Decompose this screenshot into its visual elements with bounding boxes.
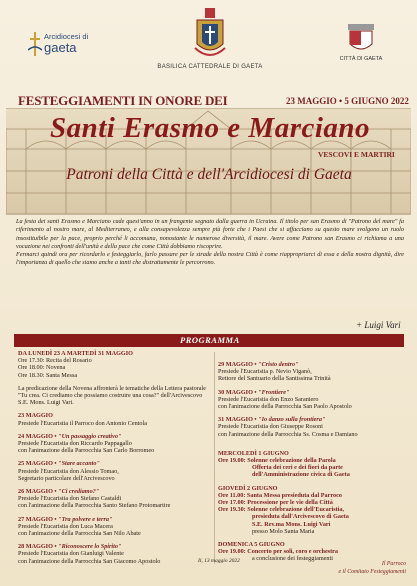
day-theme: "Io danzo sulla frontiera" [258, 416, 326, 424]
day-theme: "Frontiere" [258, 388, 290, 396]
day-heading: 29 MAGGIO • [218, 361, 259, 368]
day-heading: GIOVEDÌ 2 GIUGNO [218, 484, 278, 492]
day-detail: con l'animazione della Parrocchia Santo Stefano Protomartire [18, 502, 171, 510]
schedule-line: Ore 17.30: Recita del Rosario [18, 357, 92, 365]
day-detail: Presiede l'Eucaristia il Parroco don Antonio Centola [18, 419, 147, 427]
schedule-line: Ore 19.00: Concerto per soli, coro e orchestra [218, 548, 338, 556]
schedule-line: Ore 11.00: Santa Messa presieduta dal Parroco [218, 491, 342, 499]
programma-header [14, 334, 404, 347]
day-detail: Presiede l'Eucaristia don Luca Macera [18, 522, 113, 530]
day-heading: DOMENICA 5 GIUGNO [218, 541, 285, 549]
day-theme: "Un passaggio creativo" [58, 432, 122, 440]
arcidiocesi-name: gaeta [44, 40, 77, 55]
vescovi-subtitle: VESCOVI E MARTIRI [318, 150, 395, 159]
program-left-column [18, 350, 214, 571]
day-heading: 27 MAGGIO • [18, 515, 59, 523]
day-theme: "Tra polvere e terra" [58, 515, 113, 523]
intro-paragraph-1: La festa dei santi Erasmo e Marciano cade quest'anno in un frangente segnato dalla guerra in Ucraina. Il titolo per san Erasmo di "Patrono del mare" fa riferimento al nostro mare, al Mediterraneo, e alla consapevolezza sempre più forte che i Paesi che si affacciano su questo mare svolgono un ruolo insostituibile per la pace, proprio perché li accomuna, nonostante le numerose diversità, il mare. Avere come Patrono san Erasmo ci richiama a una vocazione nei confronti dell'unità e della pace che come Città dobbiamo riscoprire. [16, 218, 404, 250]
signoff-line: Il Parroco [381, 561, 406, 567]
day-heading: 30 MAGGIO • [218, 388, 259, 396]
day-detail: Presiede l'Eucaristia don Enzo Saraniero [218, 395, 319, 403]
day-detail: Presiede l'Eucaristia don Gianluigi Valente [18, 550, 124, 558]
programma-label: PROGRAMMA [180, 335, 240, 345]
day-heading: 25 MAGGIO • [18, 460, 59, 468]
day-theme: "Ci crediamo?" [58, 488, 100, 496]
signature: + Luigi Vari [356, 320, 401, 330]
day-heading: MERCOLEDÌ 1 GIUGNO [218, 449, 289, 457]
novena-heading: DA LUNEDÌ 23 A MARTEDÌ 31 MAGGIO [18, 350, 133, 357]
novena-note: La predicazione della Novena affronterà le tematiche della Lettera pastorale "Tu crea. Ci crediamo che possiamo costruire una cosa?" dell'Arcivescovo S.E. Mons. Luigi Vari. [18, 384, 206, 407]
event-dates: 23 MAGGIO • 5 GIUGNO 2022 [286, 96, 409, 106]
basilica-crest-icon [193, 8, 227, 62]
day-detail: con l'animazione della Parrocchia Ss. Cosma e Damiano [218, 430, 358, 438]
schedule-line: S.E. Rev.ma Mons. Luigi Vari [252, 520, 331, 528]
city-crest-icon [344, 24, 378, 54]
day-detail: con l'animazione della Parrocchia San Carlo Borromeo [18, 447, 155, 455]
schedule-line: Offerta dei ceri e dei fiori da parte [252, 464, 343, 472]
day-detail: con l'animazione della Parrocchia San Giacomo Apostolo [18, 557, 161, 565]
schedule-line: presso Molo Santa Maria [252, 527, 315, 535]
schedule-line: Ore 19.30: Solenne celebrazione dell'Eucaristia, [218, 506, 345, 514]
day-detail: Presiede l'Eucaristia don Stefano Castaldi [18, 495, 122, 503]
intro-paragraph-2: Fermarci quindi ora per ricordarlo e festeggiarlo, farlo passare per le strade della nostra Città è come riappropriarci di essa e della nostra dignità, dire l'importanza di quello che siamo anche a tanti che distrattamente le percorrono. [16, 251, 404, 267]
signoff-line: e il Comitato Festeggiamenti [338, 568, 406, 575]
intro-text [16, 218, 404, 268]
day-theme: "Stare accanto" [58, 460, 100, 468]
cross-logo-icon [28, 32, 42, 56]
schedule-line: presieduta dall'Arcivescovo di Gaeta [252, 513, 349, 521]
program-right-column [218, 361, 410, 569]
schedule-line: Ore 17.00: Processione per le vie della Città [218, 499, 333, 507]
schedule-line: a conclusione dei festeggiamenti [252, 555, 333, 563]
day-theme: "Cristo dentro" [258, 361, 299, 368]
schedule-line: dell'Amministrazione civica di Gaeta [252, 471, 350, 479]
dateline: Il, 13 maggio 2022 [198, 558, 240, 564]
day-theme: "Riconoscere lo Spirito" [58, 543, 122, 551]
basilica-label: BASILICA CATTEDRALE DI GAETA [157, 64, 263, 70]
day-detail: Presiede l'Eucaristia p. Nevio Viganò, [218, 368, 312, 376]
arcidiocesi-logo [28, 30, 98, 62]
day-heading: 23 MAGGIO [18, 412, 53, 420]
festeggiamenti-title: FESTEGGIAMENTI IN ONORE DEI [18, 93, 228, 108]
day-detail: Presiede l'Eucaristia don Giuseppe Rosoni [218, 423, 323, 431]
day-detail: Presiede l'Eucaristia don Alessio Tomao, [18, 467, 119, 475]
schedule-line: Ore 18.30: Santa Messa [18, 371, 78, 379]
day-detail: Segretario particolare dell'Arcivescovo [18, 474, 115, 482]
day-detail: con l'animazione della Parrocchia San Paolo Apostolo [218, 403, 352, 411]
arcidiocesi-line: Arcidiocesi di [44, 32, 89, 41]
column-divider [214, 352, 215, 564]
day-heading: 31 MAGGIO • [218, 416, 259, 424]
schedule-line: Ore 18.00: Novena [18, 364, 66, 372]
city-label: CITTÀ DI GAETA [339, 56, 383, 62]
day-heading: 28 MAGGIO • [18, 543, 59, 551]
day-heading: 26 MAGGIO • [18, 488, 59, 496]
day-detail: con l'animazione della Parrocchia San Nilo Abate [18, 530, 141, 538]
saints-title: Santi Erasmo e Marciano [49, 112, 371, 144]
day-heading: 24 MAGGIO • [18, 432, 59, 440]
day-detail: Presiede l'Eucaristia don Riccardo Pappagallo [18, 440, 132, 448]
schedule-line: Ore 19.00: Solenne celebrazione della Parola [218, 457, 336, 465]
day-detail: Rettore del Santuario della Santissima Trinità [218, 375, 331, 383]
patroni-subtitle: Patroni della Città e dell'Arcidiocesi di Gaeta [66, 166, 352, 183]
signoff [306, 561, 406, 576]
